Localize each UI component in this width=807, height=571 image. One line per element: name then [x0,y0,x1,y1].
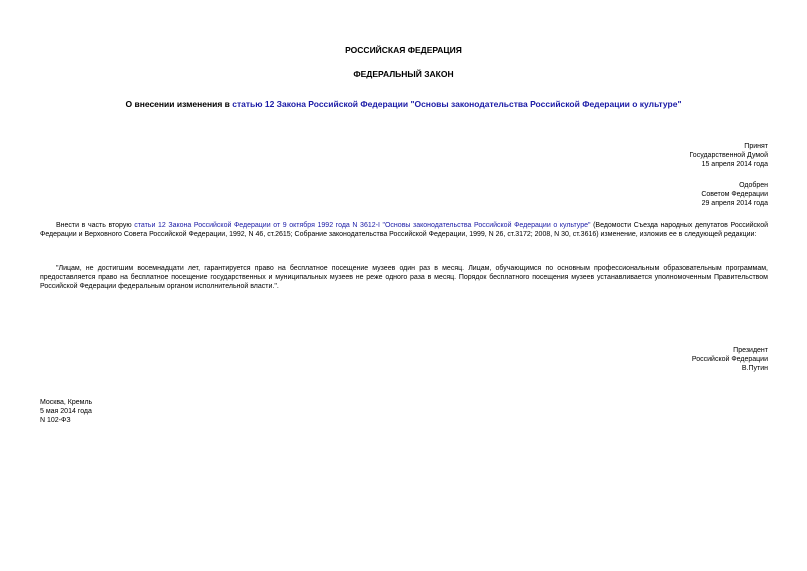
amendment-text-paragraph: "Лицам, не достигшим восемнадцати лет, гарантируется право на бесплатное посещение музеев один раз в месяц. Лицам, обучающимся по основным профессиональным образовательным программам, предоставляется право на бесплатное посещение государственных и муниципальных музеев не реже одного раза в месяц. Порядок бесплатного посещения музеев устанавливается уполномоченным Правительством Российской Федерации федеральным органом исполнительной власти.". [40,265,768,290]
adoption-info [468,142,768,169]
approval-body: Советом Федерации [701,191,768,198]
signing-details [40,398,92,425]
signer-name: В.Путин [741,365,768,372]
article-link[interactable]: статьи 12 Закона Российской Федерации от 9 октября 1992 года N 3612-I "Основы законодательства Российской Федерации о культуре" [134,222,591,229]
document-country-heading: РОССИЙСКАЯ ФЕДЕРАЦИЯ [345,45,462,55]
approval-label: Одобрен [739,182,768,189]
amendment-intro-paragraph [40,221,768,239]
signer-country: Российской Федерации [691,356,768,363]
adoption-label: Принят [744,143,768,150]
signer-title: Президент [733,347,768,354]
intro-prefix: Внести в часть вторую [56,222,135,229]
signature-block [468,346,768,373]
law-title-prefix: О внесении изменения в [125,99,233,109]
law-number: N 102-ФЗ [40,417,71,424]
signing-date: 5 мая 2014 года [40,408,92,415]
law-title [0,100,807,109]
document-type-heading: ФЕДЕРАЛЬНЫЙ ЗАКОН [353,69,454,79]
approval-date: 29 апреля 2014 года [701,200,768,207]
intro-suffix: (Ведомости Съезда народных депутатов Российской Федерации и Верховного Совета Российской Федерации, 1992, N 46, ст.2615; Собрание законодательства Российской Федерации, 1999, N 26, ст.3172; 2008, N 30, ст.3616) изменение, изложив ее в следующей редакции: [40,222,768,238]
adoption-date: 15 апреля 2014 года [701,161,768,168]
signing-place: Москва, Кремль [40,399,93,406]
law-title-link[interactable]: статью 12 Закона Российской Федерации "Основы законодательства Российской Федерации о культуре" [232,99,682,109]
adoption-body: Государственной Думой [689,152,768,159]
approval-info [468,181,768,208]
